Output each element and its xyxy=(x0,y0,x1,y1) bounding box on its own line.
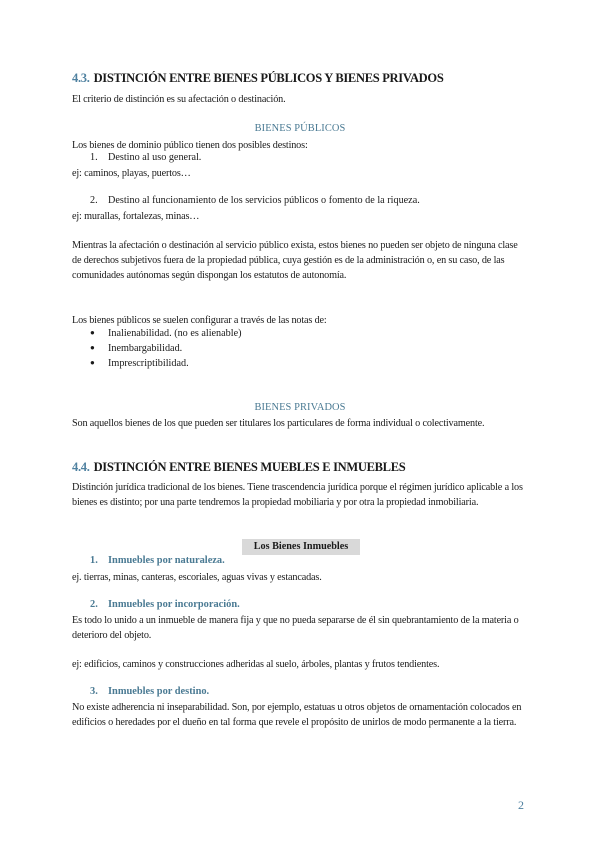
subheading-text: Inmuebles por naturaleza. xyxy=(108,555,225,566)
subheading-inmuebles xyxy=(90,599,240,610)
inmuebles-text: Es todo lo unido a un inmueble de manera fija y que no pueda separarse de él sin quebrantamiento de la materia o deterioro del objeto. xyxy=(72,615,519,641)
bullet-text: Inembargabilidad. xyxy=(108,343,183,354)
bullet-icon: ● xyxy=(90,358,95,367)
bullet-icon: ● xyxy=(90,343,95,352)
badge-bienes-inmuebles: Los Bienes Inmuebles xyxy=(242,539,360,555)
heading-bienes-publicos: BIENES PÚBLICOS xyxy=(254,123,346,134)
section-title-4-3 xyxy=(72,71,443,86)
section-intro: El criterio de distinción es su afectación o destinación. xyxy=(72,94,286,105)
item-number: 2. xyxy=(90,195,98,206)
section-title-text: DISTINCIÓN ENTRE BIENES MUEBLES E INMUEBLES xyxy=(93,460,406,474)
inmuebles-text: ej. tierras, minas, canteras, escoriales, aguas vivas y estancadas. xyxy=(72,572,322,583)
numbered-item xyxy=(90,195,420,206)
item-text: Destino al funcionamiento de los servicios públicos o fomento de la riqueza. xyxy=(108,195,420,206)
item-number: 3. xyxy=(90,686,98,697)
subheading-inmuebles xyxy=(90,555,225,566)
section-title-text: DISTINCIÓN ENTRE BIENES PÚBLICOS Y BIENES PRIVADOS xyxy=(93,71,444,85)
item-text: Destino al uso general. xyxy=(108,152,202,163)
bullet-item xyxy=(90,328,242,339)
publicos-paragraph: Mientras la afectación o destinación al servicio público exista, estos bienes no pueden ser objeto de ninguna clase de derechos subjetivos fuera de la propiedad pública, cuya gestión es de la administración o, en su caso, de las comunidades autónomas según dispongan los estatutos de autonomía. xyxy=(72,240,518,281)
section-title-4-4 xyxy=(72,460,405,475)
page-number: 2 xyxy=(518,798,524,812)
subheading-text: Inmuebles por incorporación. xyxy=(108,599,240,610)
subheading-text: Inmuebles por destino. xyxy=(108,686,210,697)
section-intro: Distinción jurídica tradicional de los bienes. Tiene trascendencia jurídica porque el régimen jurídico aplicable a los bienes es distinto; por una parte tendremos la propiedad mobiliaria y por otra la propiedad inmobiliaria. xyxy=(72,482,523,508)
item-example: ej: murallas, fortalezas, minas… xyxy=(72,211,200,222)
privados-text: Son aquellos bienes de los que pueden ser titulares los particulares de forma individual o colectivamente. xyxy=(72,418,485,429)
numbered-item xyxy=(90,152,201,163)
inmuebles-example: ej: edificios, caminos y construcciones adheridas al suelo, árboles, plantas y frutos tendientes. xyxy=(72,659,440,670)
bullet-text: Inalienabilidad. (no es alienable) xyxy=(108,328,242,339)
section-number: 4.4. xyxy=(72,460,90,474)
inmuebles-text: No existe adherencia ni inseparabilidad. Son, por ejemplo, estatuas u otros objetos de ornamentación colocados en edificios o heredades por el dueño en tal forma que revele el propósito de unirlos de modo permanente a la tierra. xyxy=(72,702,522,728)
bullet-item xyxy=(90,358,189,369)
item-example: ej: caminos, playas, puertos… xyxy=(72,168,191,179)
section-number: 4.3. xyxy=(72,71,90,85)
publicos-lead: Los bienes de dominio público tienen dos posibles destinos: xyxy=(72,140,308,151)
notes-lead: Los bienes públicos se suelen configurar a través de las notas de: xyxy=(72,315,327,326)
item-number: 1. xyxy=(90,152,98,163)
bullet-icon: ● xyxy=(90,328,95,337)
subheading-inmuebles xyxy=(90,686,209,697)
item-number: 2. xyxy=(90,599,98,610)
item-number: 1. xyxy=(90,555,98,566)
bullet-text: Imprescriptibilidad. xyxy=(108,358,189,369)
heading-bienes-privados: BIENES PRIVADOS xyxy=(254,402,346,413)
bullet-item xyxy=(90,343,182,354)
